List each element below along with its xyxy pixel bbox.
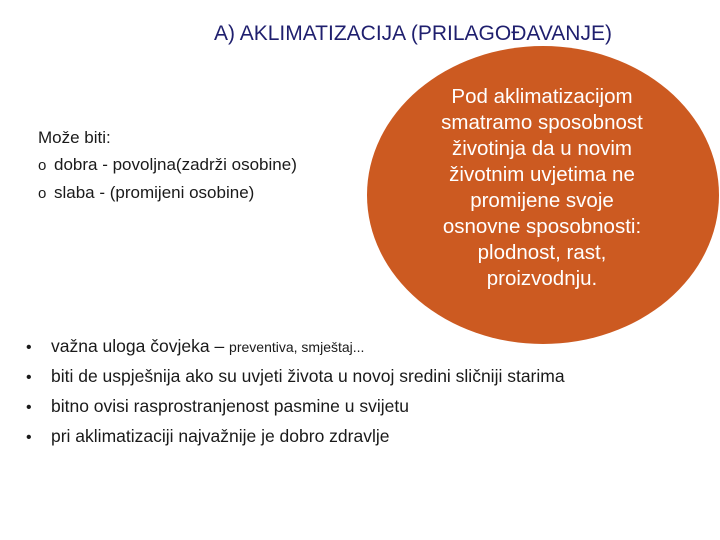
bullet-icon: •	[26, 339, 32, 356]
bullet-item	[26, 333, 686, 361]
intro-block	[38, 124, 297, 207]
bullet-item	[26, 423, 686, 451]
bullet-icon: •	[26, 429, 32, 446]
slide-title: A) AKLIMATIZACIJA (PRILAGOĐAVANJE)	[214, 22, 612, 45]
callout-text: Pod aklimatizacijom smatramo sposobnost životinja da u novim životnim uvjetima ne promijene svoje osnovne sposobnosti: plodnost, rast, proizvodnju.	[441, 85, 643, 290]
bullet-small-text: preventiva, smještaj...	[229, 339, 365, 355]
circle-bullet-icon: o	[38, 157, 47, 174]
bullet-item	[26, 393, 686, 421]
bullet-main-text: važna uloga čovjeka –	[51, 336, 230, 356]
circle-bullet-icon: o	[38, 185, 47, 202]
bullet-icon: •	[26, 369, 32, 386]
bullet-icon: •	[26, 399, 32, 416]
intro-item-good	[38, 151, 297, 179]
intro-item-poor	[38, 179, 297, 207]
intro-item-text: slaba - (promijeni osobine)	[54, 183, 255, 202]
bullet-list	[26, 333, 686, 453]
bullet-item	[26, 363, 686, 391]
intro-item-text: dobra - povoljna(zadrži osobine)	[54, 155, 297, 174]
bullet-text: bitno ovisi rasprostranjenost pasmine u svijetu	[51, 396, 409, 416]
bullet-text	[51, 333, 686, 361]
bullet-text: pri aklimatizaciji najvažnije je dobro zdravlje	[51, 426, 390, 446]
bullet-text: biti de uspješnija ako su uvjeti života u novoj sredini sličniji starima	[51, 366, 565, 386]
intro-heading: Može biti:	[38, 128, 111, 147]
